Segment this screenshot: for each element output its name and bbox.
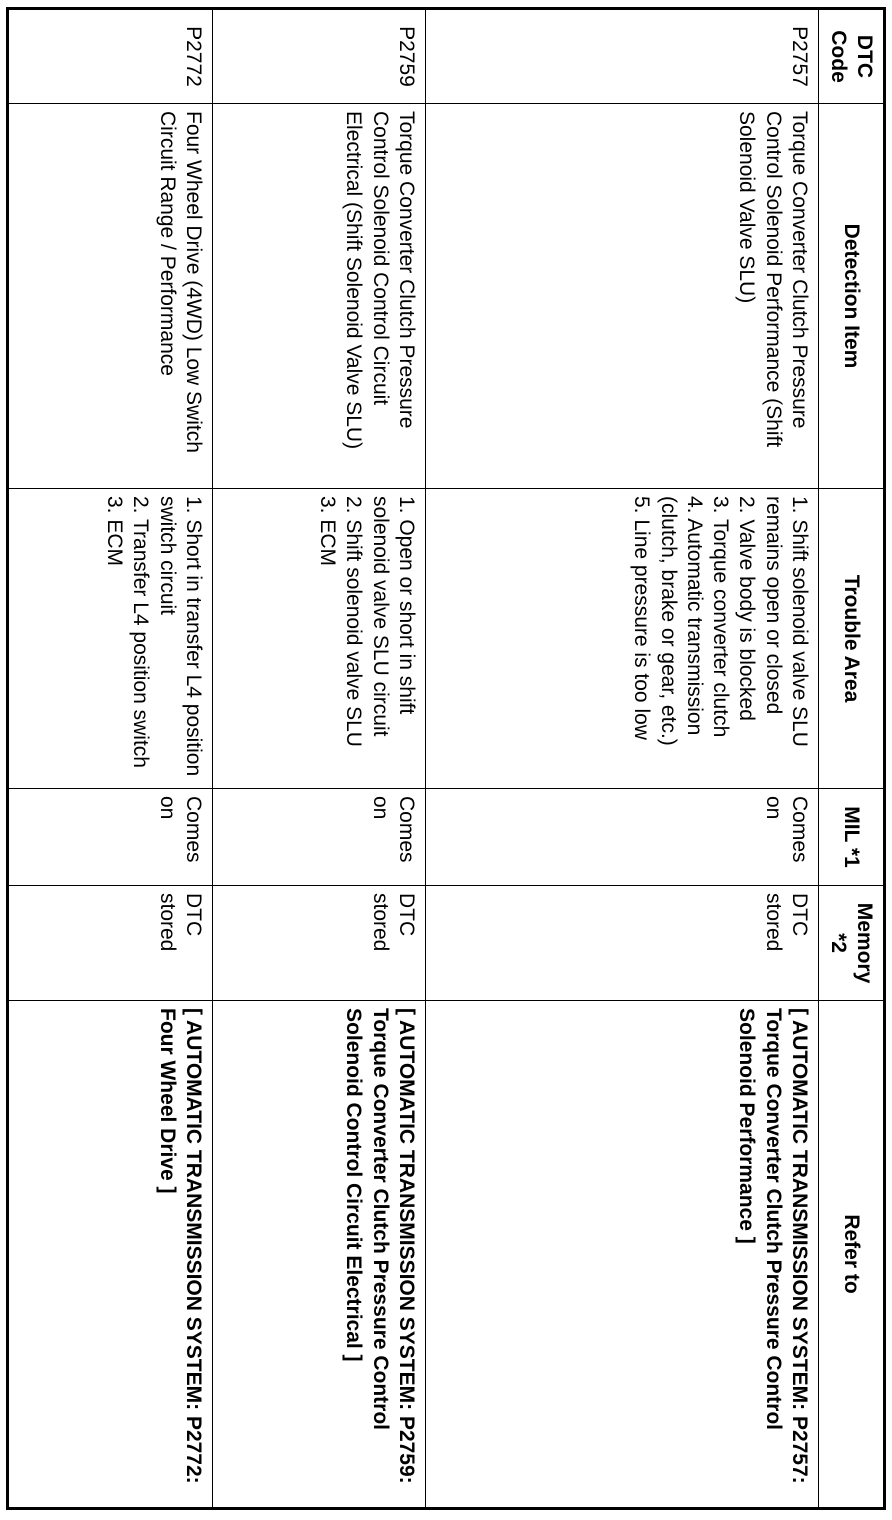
header-trouble-area: Trouble Area — [819, 489, 885, 789]
header-dtc-code: DTC Code — [819, 9, 885, 104]
trouble-area-item: 1. Open or short in shift solenoid valve SLU circuit — [368, 496, 418, 737]
detection-item-cell: Torque Converter Clutch Pressure Control Solenoid Performance (Shift Solenoid Valve SLU) — [426, 104, 819, 489]
memory-cell: DTC stored — [426, 886, 819, 1001]
mil-cell: Comes on — [213, 789, 426, 886]
header-row — [819, 9, 885, 1509]
trouble-area-item: 2. Valve body is blocked — [735, 496, 759, 721]
trouble-area-cell — [426, 489, 819, 789]
table-row — [426, 9, 819, 1509]
header-detection-item: Detection Item — [819, 104, 885, 489]
memory-cell: DTC stored — [8, 886, 213, 1001]
trouble-area-item: 2. Transfer L4 position switch — [129, 496, 153, 768]
mil-cell: Comes on — [8, 789, 213, 886]
trouble-area-item: 2. Shift solenoid valve SLU — [342, 496, 366, 747]
header-refer-to: Refer to — [819, 1001, 885, 1509]
trouble-area-item: 5. Line pressure is too low — [630, 496, 654, 740]
table-row — [213, 9, 426, 1509]
header-mil: MIL *1 — [819, 789, 885, 886]
trouble-area-item: 1. Short in transfer L4 position switch circuit — [155, 496, 205, 777]
detection-item-cell: Torque Converter Clutch Pressure Control Solenoid Control Circuit Electrical (Shift Solenoid Valve SLU) — [213, 104, 426, 489]
trouble-area-item: 3. ECM — [316, 496, 340, 567]
refer-to-cell: [ AUTOMATIC TRANSMISSION SYSTEM: P2759: Torque Converter Clutch Pressure Control Solenoid Control Circuit Electrical ] — [213, 1001, 426, 1509]
dtc-code-cell: P2759 — [213, 9, 426, 104]
dtc-code-cell: P2757 — [426, 9, 819, 104]
trouble-area-item: 1. Shift solenoid valve SLU remains open or closed — [761, 496, 811, 747]
memory-cell: DTC stored — [213, 886, 426, 1001]
dtc-table — [6, 7, 886, 1510]
dtc-code-cell: P2772 — [8, 9, 213, 104]
refer-to-cell: [ AUTOMATIC TRANSMISSION SYSTEM: P2772: Four Wheel Drive ] — [8, 1001, 213, 1509]
trouble-area-item: 4. Automatic transmission (clutch, brake or gear, etc.) — [656, 496, 706, 746]
table-row — [8, 9, 213, 1509]
header-memory: Memory *2 — [819, 886, 885, 1001]
trouble-area-cell — [213, 489, 426, 789]
refer-to-cell: [ AUTOMATIC TRANSMISSION SYSTEM: P2757: Torque Converter Clutch Pressure Control Solenoid Performance ] — [426, 1001, 819, 1509]
trouble-area-cell — [8, 489, 213, 789]
trouble-area-item: 3. ECM — [103, 496, 127, 567]
mil-cell: Comes on — [426, 789, 819, 886]
detection-item-cell: Four Wheel Drive (4WD) Low Switch Circuit Range / Performance — [8, 104, 213, 489]
trouble-area-item: 3. Torque converter clutch — [709, 496, 733, 738]
